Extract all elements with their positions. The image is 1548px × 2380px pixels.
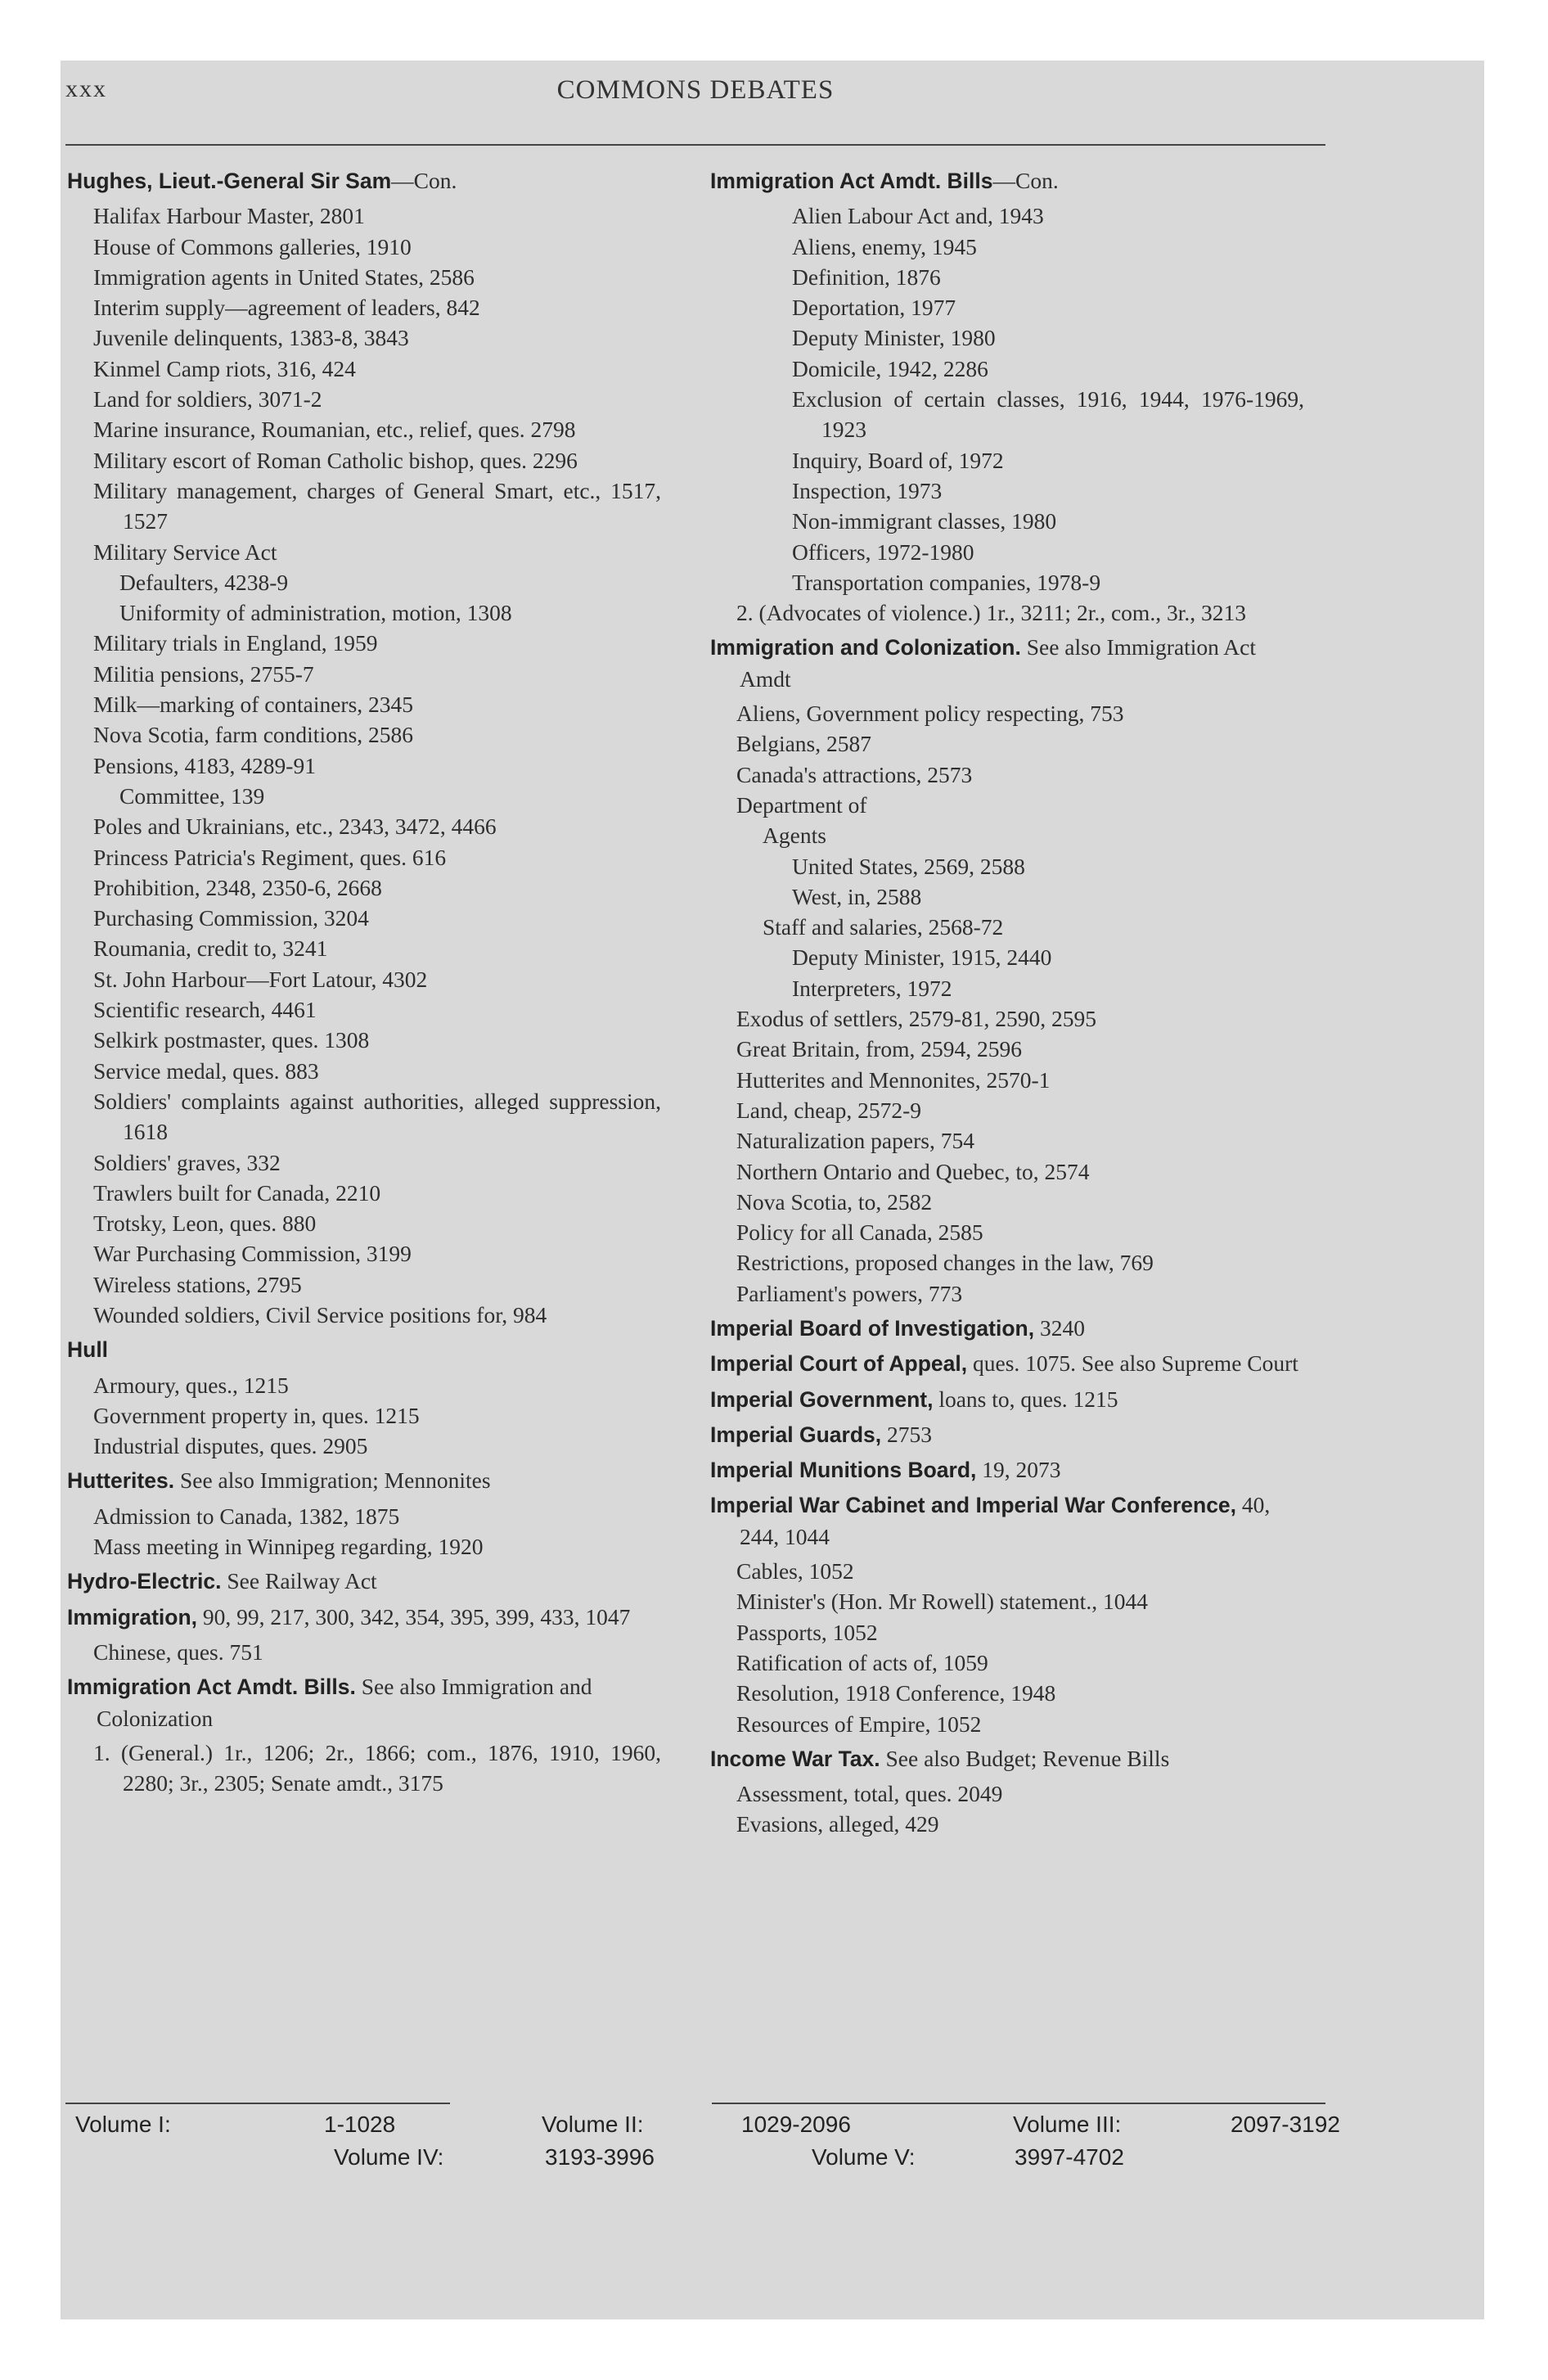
index-subentry — [710, 537, 1304, 567]
index-entry-text: 2. (Advocates of violence.) 1r., 3211; 2r., com., 3r., 3213 — [736, 600, 1246, 626]
index-heading-entry — [710, 1384, 1304, 1415]
index-entry-text: Northern Ontario and Quebec, to, 2574 — [736, 1158, 1090, 1184]
volume-2-label: Volume II: — [542, 2112, 644, 2137]
index-subentry — [67, 292, 661, 322]
index-entry-text: Evasions, alleged, 429 — [736, 1811, 939, 1837]
index-subentry — [710, 912, 1304, 942]
index-entry-text: 90, 99, 217, 300, 342, 354, 395, 399, 433, 1047 — [197, 1603, 631, 1629]
index-entry-text: Interim supply—agreement of leaders, 842 — [93, 295, 480, 321]
index-heading-entry — [67, 1566, 661, 1597]
index-subentry — [710, 201, 1304, 231]
index-subentry — [710, 567, 1304, 597]
index-entry-text: Non-immigrant classes, 1980 — [792, 508, 1057, 534]
index-entry-text: Committee, 139 — [119, 782, 265, 809]
index-entry-text: See Railway Act — [221, 1568, 377, 1594]
index-subentry — [67, 262, 661, 292]
index-entry-text: See also Immigration; Mennonites — [174, 1467, 491, 1494]
index-entry-text: Industrial disputes, ques. 2905 — [93, 1433, 368, 1459]
index-subentry — [67, 384, 661, 414]
index-entry-text: Prohibition, 2348, 2350-6, 2668 — [93, 874, 382, 900]
index-entry-text: Agents — [763, 823, 826, 849]
index-entry-text: Selkirk postmaster, ques. 1308 — [93, 1027, 370, 1053]
index-subentry — [67, 1531, 661, 1562]
index-subentry — [710, 292, 1304, 322]
index-entry-text: Military escort of Roman Catholic bishop, ques. 2296 — [93, 447, 578, 473]
volume-1-range: 1-1028 — [324, 2112, 396, 2137]
index-subentry — [710, 506, 1304, 536]
index-headword: Immigration and Colonization. — [710, 635, 1021, 660]
index-subentry — [710, 1125, 1304, 1156]
index-subentry — [67, 842, 661, 872]
index-entry-text: Parliament's powers, 773 — [736, 1280, 963, 1306]
index-heading-entry — [710, 632, 1304, 694]
index-entry-text: Trotsky, Leon, ques. 880 — [93, 1210, 317, 1237]
index-headword: Imperial War Cabinet and Imperial War Conference, — [710, 1493, 1237, 1518]
index-subentry — [710, 262, 1304, 292]
index-subentry — [710, 1217, 1304, 1247]
index-subentry — [710, 1648, 1304, 1678]
index-headword: Imperial Guards, — [710, 1422, 882, 1447]
index-subentry — [710, 790, 1304, 820]
index-subentry — [710, 1617, 1304, 1648]
index-entry-text: Resolution, 1918 Conference, 1948 — [736, 1680, 1056, 1706]
volume-4-label: Volume IV: — [334, 2144, 444, 2170]
index-entry-text: Deputy Minister, 1915, 2440 — [792, 944, 1052, 971]
index-entry-text: Ratification of acts of, 1059 — [736, 1649, 988, 1675]
index-headword: Hutterites. — [67, 1468, 175, 1494]
index-entry-text: Officers, 1972-1980 — [792, 539, 974, 565]
index-entry-text: 3240 — [1034, 1314, 1085, 1341]
index-subentry — [710, 1187, 1304, 1217]
index-subentry — [67, 1370, 661, 1400]
index-subentry — [67, 1501, 661, 1531]
footer-rule-right — [712, 2103, 1325, 2104]
index-subentry — [710, 881, 1304, 912]
index-subentry — [67, 933, 661, 963]
index-entry-text: Canada's attractions, 2573 — [736, 761, 973, 787]
index-entry-text: Armoury, ques., 1215 — [93, 1372, 289, 1398]
index-entry-text: Military trials in England, 1959 — [93, 630, 378, 656]
index-subentry — [710, 760, 1304, 790]
index-headword: Imperial Munitions Board, — [710, 1458, 977, 1483]
index-entry-text: Roumania, credit to, 3241 — [93, 935, 328, 962]
index-entry-text: Militia pensions, 2755-7 — [93, 660, 314, 687]
index-entry-text: Mass meeting in Winnipeg regarding, 1920 — [93, 1534, 484, 1560]
volume-1-label: Volume I: — [75, 2112, 171, 2137]
index-subentry — [67, 445, 661, 476]
index-entry-text: Defaulters, 4238-9 — [119, 569, 289, 595]
index-entry-text: Kinmel Camp riots, 316, 424 — [93, 355, 356, 381]
index-entry-text: Alien Labour Act and, 1943 — [792, 203, 1044, 229]
index-heading-entry — [67, 1334, 661, 1365]
index-subentry — [710, 445, 1304, 476]
index-entry-text: 19, 2073 — [976, 1457, 1061, 1483]
index-subentry — [67, 689, 661, 719]
index-headword: Immigration Act Amdt. Bills — [710, 169, 993, 193]
index-subentry — [67, 659, 661, 689]
index-entry-text: Department of — [736, 791, 867, 818]
index-entry-text: St. John Harbour—Fort Latour, 4302 — [93, 966, 428, 992]
index-entry-text: Admission to Canada, 1382, 1875 — [93, 1503, 400, 1529]
page-title: COMMONS DEBATES — [556, 75, 835, 105]
index-entry-text: Marine insurance, Roumanian, etc., relief, ques. 2798 — [93, 417, 576, 443]
index-subentry — [710, 1247, 1304, 1278]
index-entry-text: Naturalization papers, 754 — [736, 1128, 974, 1154]
index-entry-text: Immigration agents in United States, 2586 — [93, 264, 475, 290]
index-subentry — [710, 232, 1304, 262]
index-subentry — [67, 1056, 661, 1086]
index-entry-text: Land for soldiers, 3071-2 — [93, 386, 322, 412]
index-entry-text: Definition, 1876 — [792, 264, 941, 290]
index-subentry — [67, 1086, 661, 1147]
index-entry-text: Pensions, 4183, 4289-91 — [93, 752, 316, 778]
index-entry-text: 2753 — [881, 1421, 933, 1447]
index-headword: Immigration, — [67, 1604, 198, 1629]
index-subentry — [710, 1778, 1304, 1809]
index-entry-text: Trawlers built for Canada, 2210 — [93, 1179, 381, 1206]
index-subentry — [67, 414, 661, 444]
index-heading-entry — [67, 1465, 661, 1496]
index-subentry — [67, 781, 661, 811]
index-headword: Imperial Government, — [710, 1386, 934, 1412]
index-heading-entry — [67, 1671, 661, 1733]
volume-2-range: 1029-2096 — [741, 2112, 851, 2137]
index-subentry — [67, 903, 661, 933]
index-entry-text: Princess Patricia's Regiment, ques. 616 — [93, 844, 447, 870]
index-subentry — [710, 820, 1304, 850]
index-entry-text: Juvenile delinquents, 1383-8, 3843 — [93, 325, 409, 351]
index-entry-text: Purchasing Commission, 3204 — [93, 905, 369, 931]
index-heading-entry — [710, 1743, 1304, 1774]
index-subentry — [67, 1238, 661, 1269]
footer-rule-left — [65, 2103, 450, 2104]
index-subentry — [67, 719, 661, 750]
index-headword: Hull — [67, 1337, 109, 1363]
index-heading-entry — [710, 1348, 1304, 1379]
index-entry-text: See also Budget; Revenue Bills — [880, 1745, 1170, 1771]
index-subentry — [67, 597, 661, 628]
index-subentry — [67, 1208, 661, 1238]
index-subentry — [67, 964, 661, 994]
index-entry-text: Belgians, 2587 — [736, 731, 871, 757]
index-entry-text: War Purchasing Commission, 3199 — [93, 1241, 412, 1267]
index-entry-text: 1. (General.) 1r., 1206; 2r., 1866; com., 1876, 1910, 1960, 2280; 3r., 2305; Senate amdt., 3175 — [93, 1739, 661, 1796]
index-entry-text: loans to, ques. 1215 — [933, 1386, 1118, 1412]
index-subentry — [67, 354, 661, 384]
index-subentry — [710, 1003, 1304, 1034]
index-entry-text: Inquiry, Board of, 1972 — [792, 447, 1004, 473]
index-subentry — [710, 698, 1304, 728]
index-entry-text: Transportation companies, 1978-9 — [792, 569, 1101, 595]
index-heading-entry — [710, 1313, 1304, 1344]
index-entry-text: United States, 2569, 2588 — [792, 853, 1025, 879]
index-entry-text: Exclusion of certain classes, 1916, 1944, 1976-1969, 1923 — [792, 386, 1304, 443]
index-entry-text: Minister's (Hon. Mr Rowell) statement., 1044 — [736, 1589, 1148, 1615]
index-entry-text: Aliens, Government policy respecting, 753 — [736, 701, 1124, 727]
index-subentry — [710, 851, 1304, 881]
index-entry-text: Policy for all Canada, 2585 — [736, 1219, 983, 1246]
header-rule — [65, 144, 1325, 146]
index-entry-text: House of Commons galleries, 1910 — [93, 233, 412, 259]
index-entry-text: Land, cheap, 2572-9 — [736, 1097, 922, 1123]
index-entry-text: Service medal, ques. 883 — [93, 1057, 319, 1084]
index-subentry — [67, 1147, 661, 1178]
index-subentry — [710, 354, 1304, 384]
index-headword: Income War Tax. — [710, 1746, 880, 1771]
index-subentry — [67, 994, 661, 1025]
volume-4-range: 3193-3996 — [545, 2144, 655, 2170]
index-subentry — [710, 1095, 1304, 1125]
index-entry-text: ques. 1075. See also Supreme Court — [967, 1350, 1298, 1377]
index-headword: Hughes, Lieut.-General Sir Sam — [67, 169, 392, 193]
index-subentry — [710, 597, 1304, 628]
index-entry-text: Interpreters, 1972 — [792, 975, 952, 1001]
index-entry-text: Staff and salaries, 2568-72 — [763, 914, 1004, 940]
index-entry-text: Military management, charges of General Smart, etc., 1517, 1527 — [93, 477, 661, 534]
index-entry-text: Chinese, ques. 751 — [93, 1639, 263, 1665]
index-entry-text: Uniformity of administration, motion, 1308 — [119, 600, 512, 626]
index-entry-text: Passports, 1052 — [736, 1619, 878, 1645]
page-header — [65, 75, 1325, 124]
index-subentry — [710, 1034, 1304, 1064]
index-entry-text: Government property in, ques. 1215 — [93, 1402, 420, 1428]
index-entry-text: Scientific research, 4461 — [93, 997, 317, 1023]
index-subentry — [710, 1556, 1304, 1586]
index-entry-text: Wireless stations, 2795 — [93, 1271, 302, 1297]
index-entry-text: See also Immigration and Colonization — [97, 1674, 592, 1731]
index-subentry — [710, 942, 1304, 972]
index-entry-text: —Con. — [391, 168, 457, 193]
volume-key-footer — [65, 2112, 1342, 2202]
index-subentry — [67, 537, 661, 567]
index-subentry — [67, 872, 661, 903]
index-entry-text: Restrictions, proposed changes in the law, 769 — [736, 1250, 1154, 1276]
index-entry-text: Assessment, total, ques. 2049 — [736, 1781, 1003, 1807]
index-heading-entry — [710, 1419, 1304, 1450]
index-subentry — [67, 1300, 661, 1330]
index-headword: Imperial Court of Appeal, — [710, 1351, 968, 1377]
index-subentry — [710, 1678, 1304, 1708]
index-entry-text: Aliens, enemy, 1945 — [792, 233, 977, 259]
index-subentry — [710, 728, 1304, 759]
index-entry-text: See also Immigration Act Amdt — [740, 634, 1256, 692]
index-entry-text: Exodus of settlers, 2579-81, 2590, 2595 — [736, 1006, 1096, 1032]
index-subentry — [67, 232, 661, 262]
index-subentry — [67, 1637, 661, 1667]
index-heading-entry — [710, 165, 1304, 196]
index-column-left — [67, 165, 661, 1798]
index-entry-text: Hutterites and Mennonites, 2570-1 — [736, 1066, 1051, 1093]
index-entry-text: Great Britain, from, 2594, 2596 — [736, 1036, 1023, 1062]
index-subentry — [67, 476, 661, 537]
index-heading-entry — [710, 1454, 1304, 1485]
index-entry-text: Halifax Harbour Master, 2801 — [93, 203, 365, 229]
index-entry-text: Military Service Act — [93, 539, 277, 565]
index-subentry — [67, 1025, 661, 1055]
index-subentry — [710, 1809, 1304, 1839]
index-subentry — [67, 1738, 661, 1799]
volume-5-label: Volume V: — [812, 2144, 916, 2170]
index-subentry — [710, 973, 1304, 1003]
index-entry-text: Nova Scotia, farm conditions, 2586 — [93, 722, 414, 748]
index-subentry — [67, 811, 661, 841]
index-entry-text: Soldiers' complaints against authorities, alleged suppression, 1618 — [93, 1088, 661, 1145]
index-entry-text: Poles and Ukrainians, etc., 2343, 3472, 4466 — [93, 814, 497, 840]
page-number: xxx — [65, 75, 107, 102]
index-entry-text: Cables, 1052 — [736, 1558, 854, 1584]
index-subentry — [67, 567, 661, 597]
index-subentry — [710, 322, 1304, 353]
volume-3-range: 2097-3192 — [1231, 2112, 1340, 2137]
index-heading-entry — [67, 165, 661, 196]
index-entry-text: Milk—marking of containers, 2345 — [93, 692, 414, 718]
index-subentry — [710, 1065, 1304, 1095]
index-subentry — [67, 1400, 661, 1431]
index-entry-text: Inspection, 1973 — [792, 477, 943, 503]
index-subentry — [67, 322, 661, 353]
index-subentry — [710, 476, 1304, 506]
index-entry-text: —Con. — [992, 168, 1059, 193]
volume-3-label: Volume III: — [1013, 2112, 1122, 2137]
index-entry-text: Soldiers' graves, 332 — [93, 1149, 281, 1175]
index-entry-text: Deputy Minister, 1980 — [792, 325, 996, 351]
index-heading-entry — [67, 1602, 661, 1633]
index-subentry — [710, 384, 1304, 445]
index-entry-text: 40, 244, 1044 — [740, 1492, 1271, 1549]
index-subentry — [710, 1278, 1304, 1309]
index-headword: Hydro-Electric. — [67, 1569, 222, 1594]
index-headword: Immigration Act Amdt. Bills. — [67, 1675, 356, 1700]
index-subentry — [67, 1178, 661, 1208]
index-subentry — [710, 1586, 1304, 1616]
index-column-right — [710, 165, 1304, 1840]
index-entry-text: West, in, 2588 — [792, 883, 922, 909]
index-headword: Imperial Board of Investigation, — [710, 1315, 1035, 1341]
index-entry-text: Deportation, 1977 — [792, 295, 956, 321]
index-entry-text: Resources of Empire, 1052 — [736, 1711, 982, 1737]
index-subentry — [710, 1156, 1304, 1187]
index-entry-text: Nova Scotia, to, 2582 — [736, 1188, 933, 1215]
index-subentry — [67, 1431, 661, 1461]
index-subentry — [67, 628, 661, 658]
index-subentry — [67, 751, 661, 781]
index-entry-text: Domicile, 1942, 2286 — [792, 355, 988, 381]
index-heading-entry — [710, 1490, 1304, 1552]
index-entry-text: Wounded soldiers, Civil Service positions for, 984 — [93, 1301, 547, 1327]
index-subentry — [710, 1709, 1304, 1739]
volume-5-range: 3997-4702 — [1015, 2144, 1124, 2170]
index-subentry — [67, 201, 661, 231]
index-subentry — [67, 1269, 661, 1300]
